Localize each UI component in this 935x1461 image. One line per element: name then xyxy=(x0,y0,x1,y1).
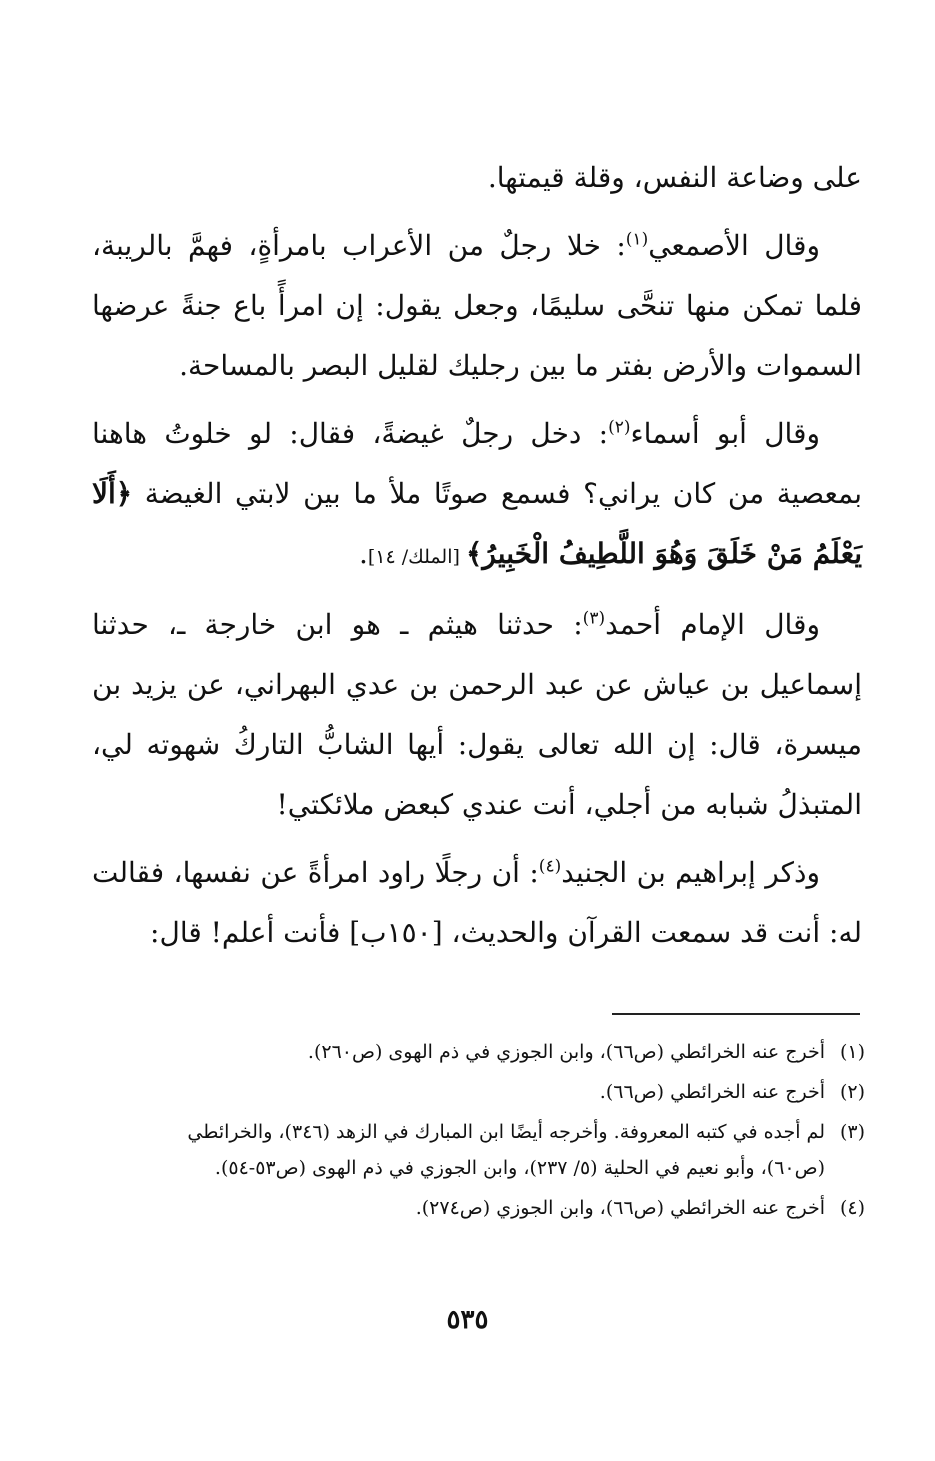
paragraph-5-text: : أن رجلًا راود امرأةً عن نفسها، فقالت له: أنت قد سمعت القرآن والحديث، [١٥٠ب] فأنت أعلم! قال: xyxy=(92,856,862,949)
footnote-number: (٤) xyxy=(839,1197,865,1219)
footnote-marker-3[interactable]: (٣) xyxy=(582,608,606,629)
paragraph-3-lead: وقال أبو أسماء xyxy=(630,417,820,450)
paragraph-3-text: : دخل رجلٌ غيضةً، فقال: لو خلوتُ هاهنا بمعصية من كان يراني؟ فسمع صوتًا ملأ ما بين لابتي الغيضة xyxy=(92,417,862,510)
paragraph-4-text: : حدثنا هيثم ـ هو ابن خارجة ـ، حدثنا إسماعيل بن عياش عن عبد الرحمن بن عدي البهراني، عن يزيد بن ميسرة، قال: إن الله تعالى يقول: أيها الشابُّ التاركُ شهوته لي، المتبذلُ شبابه من أجلي، أنت عندي كبعض ملائكتي! xyxy=(92,608,862,821)
footnote-4 xyxy=(150,1190,865,1226)
footnotes xyxy=(150,1034,865,1230)
footnote-text: أخرج عنه الخرائطي (ص٦٦)، وابن الجوزي في ذم الهوى (ص٢٦٠). xyxy=(307,1041,825,1063)
quran-verse: ﴿أَلَا يَعْلَمُ مَنْ خَلَقَ وَهُوَ اللَّطِيفُ الْخَبِيرُ﴾ xyxy=(92,477,862,570)
paragraph-2 xyxy=(92,216,862,396)
footnote-1 xyxy=(150,1034,865,1070)
page-number: ٥٣٥ xyxy=(446,1305,489,1335)
footnote-text: أخرج عنه الخرائطي (ص٦٦). xyxy=(599,1081,825,1103)
paragraph-3-end: . xyxy=(358,537,368,570)
footnote-marker-2[interactable]: (٢) xyxy=(608,417,631,438)
footnote-number: (٢) xyxy=(839,1081,865,1103)
footnote-text: أخرج عنه الخرائطي (ص٦٦)، وابن الجوزي (ص٢٧٤). xyxy=(415,1197,825,1219)
footnote-3 xyxy=(150,1114,865,1186)
paragraph-5-lead: وذكر إبراهيم بن الجنيد xyxy=(561,856,820,889)
paragraph-4 xyxy=(92,595,862,835)
footnote-number: (٣) xyxy=(839,1121,865,1143)
surah-reference: [الملك/ ١٤] xyxy=(367,546,466,568)
paragraph-1-text: على وضاعة النفس، وقلة قيمتها. xyxy=(487,161,862,194)
paragraph-2-lead: وقال الأصمعي xyxy=(648,229,820,262)
paragraph-4-lead: وقال الإمام أحمد xyxy=(605,608,820,641)
footnote-number: (١) xyxy=(839,1041,865,1063)
paragraph-3 xyxy=(92,404,862,587)
paragraph-5 xyxy=(92,843,862,963)
footnote-text: لم أجده في كتبه المعروفة. وأخرجه أيضًا ابن المبارك في الزهد (٣٤٦)، والخرائطي (ص٦٠)، وأبو نعيم في الحلية (٥/ ٢٣٧)، وابن الجوزي في ذم الهوى (ص٥٣-٥٤). xyxy=(187,1121,825,1179)
main-text xyxy=(92,148,862,971)
paragraph-2-text: : خلا رجلٌ من الأعراب بامرأةٍ، فهمَّ بالريبة، فلما تمكن منها تنحَّى سليمًا، وجعل يقول: إن امرأً باع جنةً عرضها السموات والأرض بفتر ما بين رجليك لقليل البصر بالمساحة. xyxy=(92,229,862,382)
footnote-divider xyxy=(612,1013,860,1015)
footnote-2 xyxy=(150,1074,865,1110)
footnote-marker-4[interactable]: (٤) xyxy=(538,856,562,877)
paragraph-1 xyxy=(92,148,862,208)
footnote-marker-1[interactable]: (١) xyxy=(625,229,649,250)
